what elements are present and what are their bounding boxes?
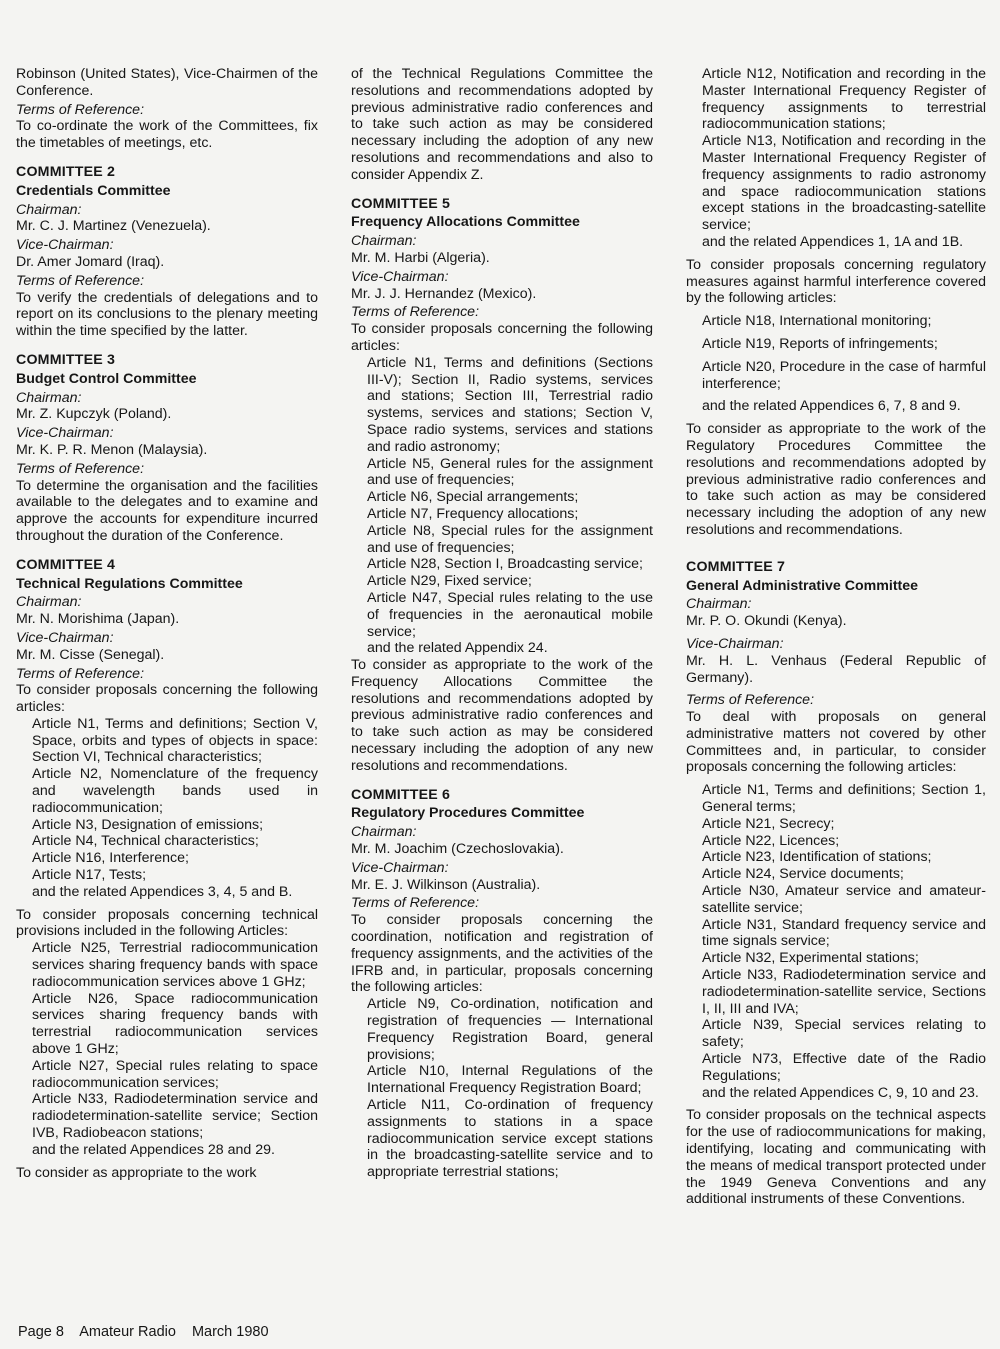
vice-chairman-label: Vice-Chairman: <box>351 859 449 876</box>
article-item: Article N3, Designation of emissions; <box>32 816 264 833</box>
committee-3-terms: To determine the organisation and the facilities available to the delegates and to examine and approve the accounts for expenditure incurred throughout the duration of the Conference. <box>16 477 318 544</box>
article-item: Article N73, Effective date of the Radio Regulations; <box>702 1051 986 1084</box>
article-item: Article N29, Fixed service; <box>367 573 532 590</box>
column-left <box>16 66 318 1181</box>
chairman-label: Chairman: <box>351 233 417 250</box>
terms-label: Terms of Reference: <box>16 460 145 477</box>
article-item: Article N5, General rules for the assignment and use of frequencies; <box>367 455 653 489</box>
committee-7-vice-chairman: Mr. H. L. Venhaus (Federal Republic of Germany). <box>686 652 986 686</box>
vice-chairman-label: Vice-Chairman: <box>351 268 449 285</box>
chairman-label: Chairman: <box>686 596 752 613</box>
terms-label: Terms of Reference: <box>351 304 480 321</box>
committee-3-title: Budget Control Committee <box>16 370 197 387</box>
committee-4-heading: COMMITTEE 4 <box>16 556 116 573</box>
committee-5-title: Frequency Allocations Committee <box>351 214 580 231</box>
article-item: Article N26, Space radiocommunication services sharing frequency bands with terrestrial radiocommunication services above 1 GHz; <box>32 990 318 1058</box>
article-item: Article N2, Nomenclature of the frequency and wavelength bands used in radiocommunication; <box>32 766 318 816</box>
committee-4-terms-intro: To consider proposals concerning the following articles: <box>16 682 318 716</box>
article-item: and the related Appendices 6, 7, 8 and 9. <box>702 398 961 415</box>
intro-text: Robinson (United States), Vice-Chairmen of the Conference. <box>16 66 318 99</box>
committee-2-heading: COMMITTEE 2 <box>16 163 116 180</box>
committee-6-vice-chairman: Mr. E. J. Wilkinson (Australia). <box>351 876 541 893</box>
committee-7-terms-intro: To deal with proposals on general administrative matters not covered by other Committees and, in particular, to consider proposals concerning the following articles: <box>686 709 986 776</box>
committee-4-terms-resolutions: To consider as appropriate to the work <box>16 1164 257 1181</box>
article-item: and the related Appendix 24. <box>367 640 548 657</box>
terms-label: Terms of Reference: <box>16 101 145 118</box>
article-item: Article N18, International monitoring; <box>702 313 932 330</box>
committee-6-title: Regulatory Procedures Committee <box>351 805 585 822</box>
committee-2-title: Credentials Committee <box>16 182 171 199</box>
article-item: Article N6, Special arrangements; <box>367 489 579 506</box>
article-item: Article N22, Licences; <box>702 832 840 849</box>
committee-4-vice-chairman: Mr. M. Cisse (Senegal). <box>16 646 165 663</box>
committee-3-heading: COMMITTEE 3 <box>16 351 116 368</box>
committee-5-vice-chairman: Mr. J. J. Hernandez (Mexico). <box>351 285 537 302</box>
article-item: Article N31, Standard frequency service and time signals service; <box>702 916 986 950</box>
intro-terms: To co-ordinate the work of the Committees, fix the timetables of meetings, etc. <box>16 118 318 152</box>
article-item: Article N25, Terrestrial radiocommunication services sharing frequency bands with space radiocommunication services above 1 GHz; <box>32 940 318 990</box>
vice-chairman-label: Vice-Chairman: <box>16 629 114 646</box>
article-item: and the related Appendices 1, 1A and 1B. <box>702 233 964 250</box>
article-item: Article N20, Procedure in the case of harmful interference; <box>702 358 986 392</box>
committee-7-heading: COMMITTEE 7 <box>686 558 786 575</box>
article-item: Article N1, Terms and definitions; Section 1, General terms; <box>702 782 986 816</box>
committee-7-chairman: Mr. P. O. Okundi (Kenya). <box>686 613 847 630</box>
committee-4-title: Technical Regulations Committee <box>16 575 243 592</box>
chairman-label: Chairman: <box>16 201 82 218</box>
article-item: and the related Appendices 3, 4, 5 and B. <box>32 883 293 900</box>
committee-7-terms-medical: To consider proposals on the technical aspects for the use of radiocommunications for making, identifying, locating and communicating with the means of medical transport protected under the 1949 Geneva Conventions and any additional instruments of these Conventions. <box>686 1107 986 1208</box>
committee-3-chairman: Mr. Z. Kupczyk (Poland). <box>16 406 172 423</box>
committee-4-chairman: Mr. N. Morishima (Japan). <box>16 611 180 628</box>
terms-label: Terms of Reference: <box>16 272 145 289</box>
committee-5-heading: COMMITTEE 5 <box>351 195 451 212</box>
vice-chairman-label: Vice-Chairman: <box>686 635 784 652</box>
article-item: Article N8, Special rules for the assignment and use of frequencies; <box>367 522 653 556</box>
article-item: Article N24, Service documents; <box>702 866 904 883</box>
column-right <box>686 66 986 1208</box>
article-item: Article N9, Co-ordination, notification and registration of frequencies — International Frequency Registration Board, general provisions; <box>367 996 653 1063</box>
terms-label: Terms of Reference: <box>351 895 480 912</box>
article-item: Article N32, Experimental stations; <box>702 950 919 967</box>
vice-chairman-label: Vice-Chairman: <box>16 237 114 254</box>
article-item: Article N13, Notification and recording in the Master International Frequency Register of frequency assignments to radio astronomy and space radiocommunication stations except stations in the broadcasting-satellite service; <box>702 133 986 234</box>
committee-2-vice-chairman: Dr. Amer Jomard (Iraq). <box>16 253 165 270</box>
issue-date: March 1980 <box>191 1324 269 1340</box>
committee-5-chairman: Mr. M. Harbi (Algeria). <box>351 249 490 266</box>
committee-6-heading: COMMITTEE 6 <box>351 786 451 803</box>
article-item: Article N28, Section I, Broadcasting service; <box>367 556 643 573</box>
committee-6-terms-resolutions: To consider as appropriate to the work of the Regulatory Procedures Committee the resolutions and recommendations adopted by previous administrative radio conferences and to take such action as may be considered necessary including the adoption of any new resolutions and recommendations. <box>686 421 986 538</box>
article-item: Article N10, Internal Regulations of the International Frequency Registration Board; <box>367 1063 653 1097</box>
article-item: Article N7, Frequency allocations; <box>367 505 579 522</box>
terms-label: Terms of Reference: <box>686 692 815 709</box>
article-item: Article N16, Interference; <box>32 850 189 867</box>
article-item: Article N11, Co-ordination of frequency assignments to stations in a space radiocommunication service except stations in the broadcasting-satellite service and to appropriate terrestrial stations; <box>367 1097 653 1181</box>
committee-6-terms-intro: To consider proposals concerning the coordination, notification and registration of frequency assignments, and the activities of the IFRB and, in particular, proposals concerning the following articles: <box>351 912 653 996</box>
vice-chairman-label: Vice-Chairman: <box>16 425 114 442</box>
committee-2-chairman: Mr. C. J. Martinez (Venezuela). <box>16 218 211 235</box>
article-item: Article N4, Technical characteristics; <box>32 833 259 850</box>
continued-text: of the Technical Regulations Committee the resolutions and recommendations adopted by previous administrative radio conferences and to take such action as may be considered necessary including the adoption of any new resolutions and recommendations and also to consider Appendix Z. <box>351 66 653 183</box>
article-item: Article N33, Radiodetermination service and radiodetermination-satellite service, Sections I, II, III and IVA; <box>702 967 986 1017</box>
article-item: Article N33, Radiodetermination service and radiodetermination-satellite service; Section IVB, Radiobeacon stations; <box>32 1091 318 1142</box>
terms-label: Terms of Reference: <box>16 665 145 682</box>
article-item: and the related Appendices C, 9, 10 and 23. <box>702 1084 979 1101</box>
chairman-label: Chairman: <box>351 824 417 841</box>
committee-5-terms-resolutions: To consider as appropriate to the work of the Frequency Allocations Committee the resolutions and recommendations adopted by previous administrative radio conferences and to take such action as may be considered necessary including the adoption of any new resolutions and recommendations. <box>351 657 653 774</box>
article-item: Article N17, Tests; <box>32 867 147 884</box>
article-item: Article N19, Reports of infringements; <box>702 335 938 352</box>
committee-3-vice-chairman: Mr. K. P. R. Menon (Malaysia). <box>16 441 208 458</box>
article-item: and the related Appendices 28 and 29. <box>32 1141 275 1158</box>
column-middle <box>351 66 653 1181</box>
article-item: Article N27, Special rules relating to space radiocommunication services; <box>32 1057 318 1091</box>
magazine-name: Amateur Radio <box>79 1324 176 1340</box>
article-item: Article N39, Special services relating to safety; <box>702 1017 986 1051</box>
article-item: Article N23, Identification of stations; <box>702 849 932 866</box>
article-item: Article N47, Special rules relating to the use of frequencies in the aeronautical mobile service; <box>367 589 653 640</box>
article-item: Article N21, Secrecy; <box>702 815 835 832</box>
committee-5-terms-intro: To consider proposals concerning the following articles: <box>351 321 653 354</box>
article-item: Article N30, Amateur service and amateur-satellite service; <box>702 883 986 916</box>
committee-2-terms: To verify the credentials of delegations and to report on its conclusions to the plenary meeting within the time specified by the latter. <box>16 289 318 340</box>
committee-7-title: General Administrative Committee <box>686 577 919 594</box>
article-item: Article N12, Notification and recording in the Master International Frequency Register of frequency assignments to terrestrial radiocommunication stations; <box>702 66 986 133</box>
committee-4-terms-technical: To consider proposals concerning technical provisions included in the following Articles: <box>16 906 318 940</box>
article-item: Article N1, Terms and definitions; Section V, Space, orbits and types of objects in space: Section VI, Technical characteristics; <box>32 715 318 766</box>
chairman-label: Chairman: <box>16 594 82 611</box>
article-item: Article N1, Terms and definitions (Sections III-V); Section II, Radio systems, services and stations; Section III, Terrestrial radio systems, services and stations; Section V, Space radio systems, services and stations and radio astronomy; <box>367 354 653 455</box>
chairman-label: Chairman: <box>16 389 82 406</box>
committee-6-chairman: Mr. M. Joachim (Czechoslovakia). <box>351 841 564 858</box>
page-number: Page 8 <box>18 1324 64 1340</box>
page-footer <box>18 1324 281 1340</box>
committee-6-terms-interference: To consider proposals concerning regulatory measures against harmful interference covered by the following articles: <box>686 256 986 307</box>
